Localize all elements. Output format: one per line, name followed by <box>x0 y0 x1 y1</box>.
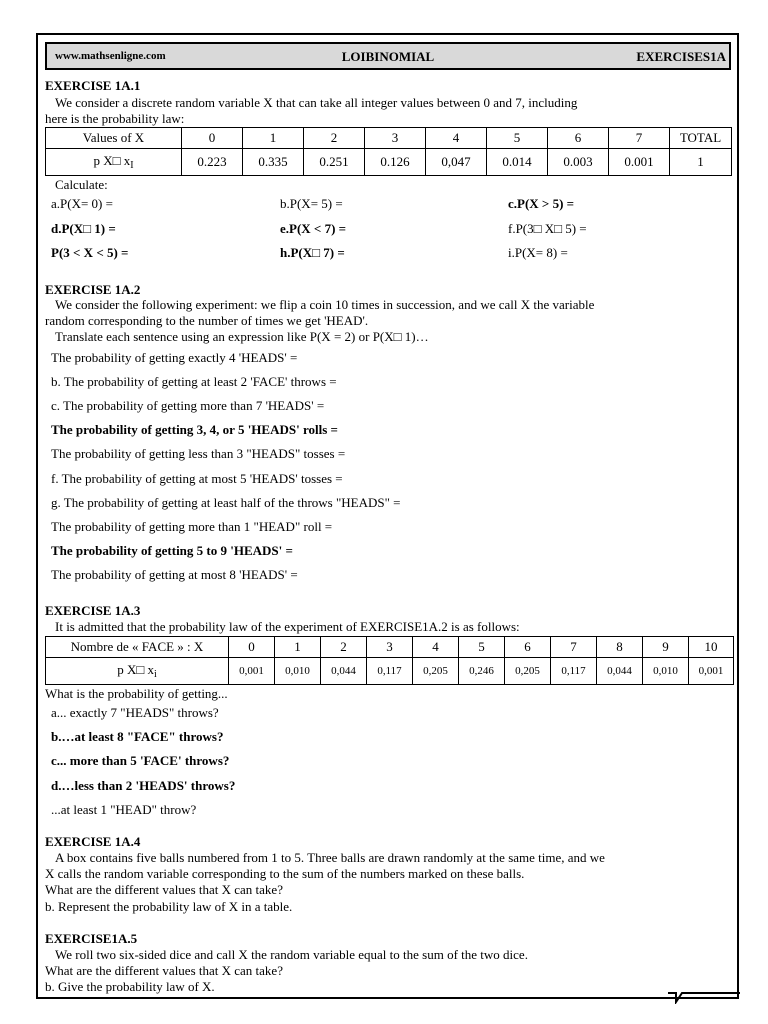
ex1-prob-label-main: p X□ x <box>93 153 131 168</box>
ex3-value-cell: 3 <box>367 637 413 658</box>
ex5-line3: b. Give the probability law of X. <box>45 979 215 994</box>
page-corner-mark <box>668 990 740 1004</box>
ex3-value-cell: 1 <box>275 637 321 658</box>
ex2-intro-line2: random corresponding to the number of times we get 'HEAD'. <box>45 313 369 328</box>
ex1-value-cell: 0 <box>182 128 243 149</box>
ex3-value-cell: 6 <box>505 637 551 658</box>
ex1-value-cell: 2 <box>304 128 365 149</box>
ex3-prob-cell: 0,010 <box>275 658 321 685</box>
ex1-question-d: d.P(X□ 1) = <box>51 221 116 236</box>
ex1-question-e: e.P(X < 7) = <box>280 221 347 236</box>
ex1-prob-cell: 0.251 <box>304 149 365 176</box>
document-code: EXERCISES1A <box>636 49 726 64</box>
ex2-item: The probability of getting less than 3 "HEADS" tosses = <box>51 446 346 461</box>
ex2-intro-line1: We consider the following experiment: we flip a coin 10 times in succession, and we call X the variable <box>55 297 595 312</box>
ex4-line1: A box contains five balls numbered from 1 to 5. Three balls are drawn randomly at the same time, and we <box>55 850 605 865</box>
ex1-prob-cell: 0.003 <box>548 149 609 176</box>
ex2-item: The probability of getting at most 8 'HEADS' = <box>51 567 298 582</box>
ex3-intro: It is admitted that the probability law of the experiment of EXERCISE1A.2 is as follows: <box>55 619 520 634</box>
ex1-value-cell: 1 <box>243 128 304 149</box>
ex4-line3: What are the different values that X can take? <box>45 882 283 897</box>
ex1-question-c: c.P(X > 5) = <box>508 196 575 211</box>
ex3-prob-cell: 0,044 <box>321 658 367 685</box>
ex1-prob-label-sub: I <box>130 160 134 171</box>
ex3-value-cell: 10 <box>689 637 734 658</box>
ex1-intro-line2: here is the probability law: <box>45 111 185 126</box>
ex3-value-cell: 5 <box>459 637 505 658</box>
ex3-item: a... exactly 7 "HEADS" throws? <box>51 705 219 720</box>
ex3-prob-cell: 0,010 <box>643 658 689 685</box>
ex1-value-cell: 3 <box>365 128 426 149</box>
ex1-intro-line1: We consider a discrete random variable X that can take all integer values between 0 and 7, including <box>55 95 578 110</box>
ex1-question-b: b.P(X= 5) = <box>280 196 343 211</box>
ex3-row-label-values: Nombre de « FACE » : X <box>46 637 229 658</box>
ex5-line2: What are the different values that X can take? <box>45 963 283 978</box>
ex3-probability-table <box>45 636 734 685</box>
ex3-prob-label-main: p X□ x <box>117 662 154 677</box>
ex3-prob-cell: 0,205 <box>505 658 551 685</box>
ex3-title: EXERCISE 1A.3 <box>45 603 141 618</box>
ex3-prob-cell: 0,044 <box>597 658 643 685</box>
ex1-calculate: Calculate: <box>55 177 108 192</box>
document-title: LOIBINOMIAL <box>341 49 435 64</box>
ex1-question-f: f.P(3□ X□ 5) = <box>508 221 587 236</box>
ex3-value-cell: 9 <box>643 637 689 658</box>
ex1-total-value: 1 <box>670 149 732 176</box>
ex1-value-cell: 6 <box>548 128 609 149</box>
ex1-value-cell: 4 <box>426 128 487 149</box>
ex4-line2: X calls the random variable corresponding to the sum of the numbers marked on these balls. <box>45 866 525 881</box>
ex1-prob-cell: 0.335 <box>243 149 304 176</box>
ex3-value-cell: 8 <box>597 637 643 658</box>
ex3-question: What is the probability of getting... <box>45 686 228 701</box>
ex3-prob-cell: 0,117 <box>551 658 597 685</box>
ex3-value-cell: 7 <box>551 637 597 658</box>
ex1-question-i: i.P(X= 8) = <box>508 245 568 260</box>
ex1-prob-cell: 0.001 <box>609 149 670 176</box>
ex3-prob-label-sub: i <box>153 669 157 680</box>
ex3-prob-cell: 0,246 <box>459 658 505 685</box>
ex1-prob-cell: 0.223 <box>182 149 243 176</box>
ex1-question-g: P(3 < X < 5) = <box>51 245 129 260</box>
ex1-value-cell: 5 <box>487 128 548 149</box>
ex2-item: The probability of getting exactly 4 'HEADS' = <box>51 350 298 365</box>
ex3-value-cell: 2 <box>321 637 367 658</box>
ex1-prob-cell: 0,047 <box>426 149 487 176</box>
ex3-item: b.…at least 8 "FACE" throws? <box>51 729 224 744</box>
ex1-row-label-probability <box>46 149 182 176</box>
ex3-prob-cell: 0,001 <box>229 658 275 685</box>
ex2-intro-line3: Translate each sentence using an expression like P(X = 2) or P(X□ 1)… <box>55 329 429 344</box>
ex3-prob-cell: 0,001 <box>689 658 734 685</box>
ex3-prob-cell: 0,205 <box>413 658 459 685</box>
ex1-title: EXERCISE 1A.1 <box>45 78 141 93</box>
ex5-title: EXERCISE1A.5 <box>45 931 138 946</box>
ex2-item: The probability of getting 3, 4, or 5 'HEADS' rolls = <box>51 422 338 437</box>
ex3-value-cell: 4 <box>413 637 459 658</box>
ex2-item: g. The probability of getting at least half of the throws "HEADS" = <box>51 495 401 510</box>
ex3-row-label-probability <box>46 658 229 685</box>
ex1-prob-cell: 0.014 <box>487 149 548 176</box>
ex2-item: b. The probability of getting at least 2 'FACE' throws = <box>51 374 337 389</box>
ex4-line4: b. Represent the probability law of X in a table. <box>45 899 293 914</box>
ex1-probability-table <box>45 127 732 176</box>
ex2-item: f. The probability of getting at most 5 'HEADS' tosses = <box>51 471 343 486</box>
ex4-title: EXERCISE 1A.4 <box>45 834 141 849</box>
ex1-prob-cell: 0.126 <box>365 149 426 176</box>
ex2-item: The probability of getting 5 to 9 'HEADS' = <box>51 543 293 558</box>
ex1-question-h: h.P(X□ 7) = <box>280 245 345 260</box>
ex5-line1: We roll two six-sided dice and call X the random variable equal to the sum of the two dice. <box>55 947 528 962</box>
ex3-prob-cell: 0,117 <box>367 658 413 685</box>
ex1-value-cell: 7 <box>609 128 670 149</box>
ex1-row-label-values: Values of X <box>46 128 182 149</box>
ex3-item: c... more than 5 'FACE' throws? <box>51 753 230 768</box>
ex3-value-cell: 0 <box>229 637 275 658</box>
website-label: www.mathsenligne.com <box>55 50 166 62</box>
ex2-item: c. The probability of getting more than 7 'HEADS' = <box>51 398 325 413</box>
ex3-item: d.…less than 2 'HEADS' throws? <box>51 778 236 793</box>
ex2-item: The probability of getting more than 1 "HEAD" roll = <box>51 519 333 534</box>
ex1-question-a: a.P(X= 0) = <box>51 196 113 211</box>
ex1-total-label: TOTAL <box>670 128 732 149</box>
ex2-title: EXERCISE 1A.2 <box>45 282 141 297</box>
ex3-item: ...at least 1 "HEAD" throw? <box>51 802 197 817</box>
page-header <box>45 42 731 70</box>
